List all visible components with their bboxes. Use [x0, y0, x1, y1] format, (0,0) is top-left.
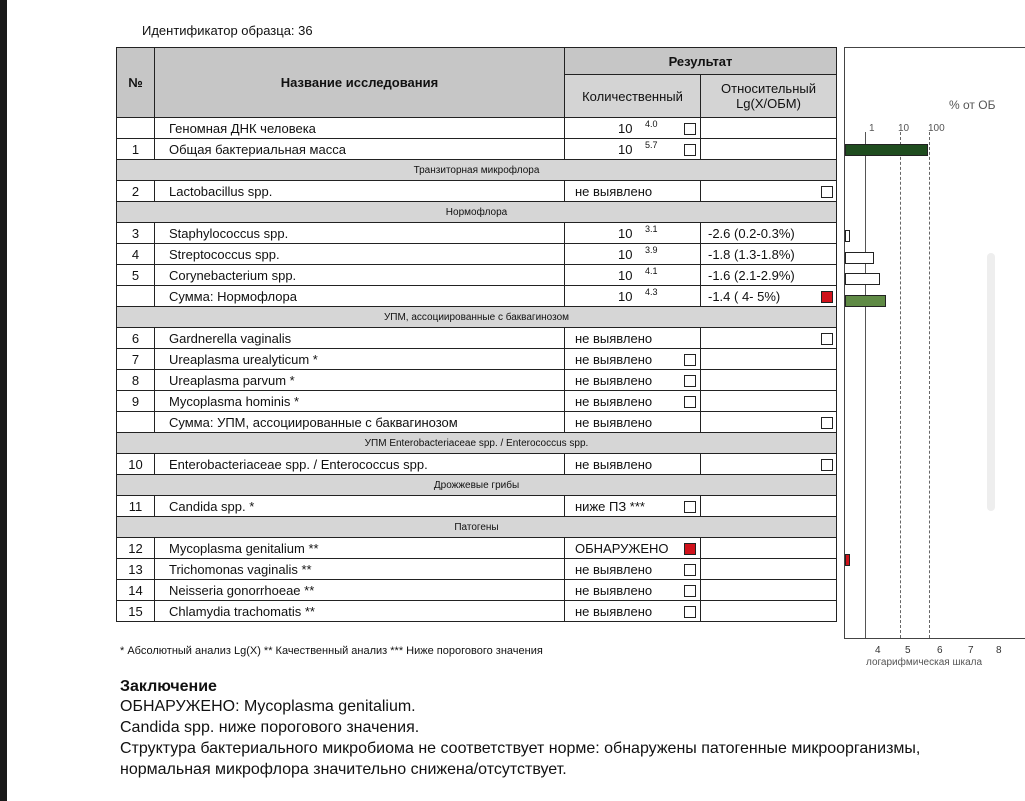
quant-cell — [565, 349, 701, 370]
quant-cell — [565, 496, 701, 517]
col-rel-header — [701, 75, 837, 118]
row-number: 3 — [117, 223, 155, 244]
checkbox-icon — [684, 144, 696, 156]
table-row — [117, 349, 837, 370]
row-number: 8 — [117, 370, 155, 391]
chart-panel — [844, 47, 1025, 639]
quant-cell — [565, 391, 701, 412]
table-row — [117, 286, 837, 307]
rel-cell — [701, 139, 837, 160]
test-name: Сумма: УПМ, ассоциированные с баквагинозом — [155, 412, 565, 433]
quant-exponent: 3.9 — [645, 245, 658, 255]
test-name: Mycoplasma genitalium ** — [155, 538, 565, 559]
chart-bar — [845, 295, 886, 307]
section-label: УПМ Enterobacteriaceae spp. / Enterococcus spp. — [117, 433, 837, 454]
scrollbar[interactable] — [987, 253, 995, 511]
gridline — [929, 132, 930, 638]
test-name: Сумма: Нормофлора — [155, 286, 565, 307]
chart-title: % от ОБ — [949, 98, 996, 112]
rel-value: -1.6 (2.1-2.9%) — [708, 268, 795, 283]
rel-cell — [701, 454, 837, 475]
col-result-header: Результат — [565, 48, 837, 75]
checkbox-icon — [684, 375, 696, 387]
table-row — [117, 580, 837, 601]
row-number — [117, 118, 155, 139]
quant-cell — [565, 412, 701, 433]
rel-cell — [701, 118, 837, 139]
quant-text: не выявлено — [575, 331, 653, 346]
axis-tick-top: 100 — [928, 123, 945, 134]
quant-text: ниже ПЗ *** — [575, 499, 645, 514]
quant-exponent: 3.1 — [645, 224, 658, 234]
quant-cell — [565, 244, 701, 265]
quant-text: не выявлено — [575, 352, 653, 367]
rel-cell — [701, 559, 837, 580]
quant-cell — [565, 580, 701, 601]
chart-bar — [845, 230, 850, 242]
test-name: Neisseria gonorrhoeae ** — [155, 580, 565, 601]
test-name: Gardnerella vaginalis — [155, 328, 565, 349]
rel-cell — [701, 244, 837, 265]
quant-cell — [565, 454, 701, 475]
table-row — [117, 265, 837, 286]
quant-value: 10 — [618, 226, 633, 241]
gridline — [900, 132, 901, 638]
axis-tick-bottom: 8 — [996, 645, 1002, 656]
test-name: Mycoplasma hominis * — [155, 391, 565, 412]
quant-cell — [565, 286, 701, 307]
section-row — [117, 475, 837, 496]
quant-value: 10 — [618, 247, 633, 262]
table-row — [117, 496, 837, 517]
row-number: 11 — [117, 496, 155, 517]
viewer-edge — [0, 0, 7, 801]
quant-cell — [565, 601, 701, 622]
row-number: 6 — [117, 328, 155, 349]
alert-flag-icon — [821, 291, 833, 303]
row-number: 1 — [117, 139, 155, 160]
footnote: * Абсолютный анализ Lg(X) ** Качественный анализ *** Ниже порогового значения — [120, 645, 543, 657]
table-row — [117, 601, 837, 622]
row-number: 14 — [117, 580, 155, 601]
rel-cell — [701, 580, 837, 601]
test-name: Enterobacteriaceae spp. / Enterococcus spp. — [155, 454, 565, 475]
chart-bar — [845, 252, 874, 264]
rel-cell — [701, 538, 837, 559]
rel-cell — [701, 265, 837, 286]
section-row — [117, 517, 837, 538]
chart-bar — [845, 554, 850, 566]
rel-value: -2.6 (0.2-0.3%) — [708, 226, 795, 241]
quant-cell — [565, 559, 701, 580]
rel-cell — [701, 391, 837, 412]
row-number: 10 — [117, 454, 155, 475]
rel-cell — [701, 496, 837, 517]
quant-exponent: 5.7 — [645, 140, 658, 150]
table-row — [117, 328, 837, 349]
table-row — [117, 559, 837, 580]
rel-cell — [701, 328, 837, 349]
table-row — [117, 139, 837, 160]
row-number: 2 — [117, 181, 155, 202]
quant-cell — [565, 223, 701, 244]
results-table — [116, 47, 837, 622]
rel-cell — [701, 370, 837, 391]
rel-cell — [701, 286, 837, 307]
section-label: Транзиторная микрофлора — [117, 160, 837, 181]
quant-value: 10 — [618, 142, 633, 157]
conclusion-title: Заключение — [120, 678, 217, 695]
axis-tick-bottom: 6 — [937, 645, 943, 656]
chart-bar — [845, 273, 880, 285]
axis-title: логарифмическая шкала — [866, 657, 983, 668]
row-number: 5 — [117, 265, 155, 286]
section-label: Нормофлора — [117, 202, 837, 223]
checkbox-icon — [684, 354, 696, 366]
quant-value: 10 — [618, 121, 633, 136]
rel-cell — [701, 412, 837, 433]
checkbox-icon — [821, 417, 833, 429]
quant-cell — [565, 139, 701, 160]
checkbox-icon — [821, 186, 833, 198]
row-number: 12 — [117, 538, 155, 559]
quant-cell — [565, 181, 701, 202]
test-name: Chlamydia trachomatis ** — [155, 601, 565, 622]
test-name: Общая бактериальная масса — [155, 139, 565, 160]
section-row — [117, 433, 837, 454]
test-name: Геномная ДНК человека — [155, 118, 565, 139]
rel-value: -1.8 (1.3-1.8%) — [708, 247, 795, 262]
test-name: Ureaplasma urealyticum * — [155, 349, 565, 370]
row-number: 13 — [117, 559, 155, 580]
conclusion-line: нормальная микрофлора значительно снижена/отсутствует. — [120, 761, 567, 778]
quant-exponent: 4.1 — [645, 266, 658, 276]
quant-exponent: 4.0 — [645, 119, 658, 129]
checkbox-icon — [684, 501, 696, 513]
row-number: 15 — [117, 601, 155, 622]
table-row — [117, 454, 837, 475]
alert-flag-icon — [684, 543, 696, 555]
quant-text: ОБНАРУЖЕНО — [575, 541, 669, 556]
section-row — [117, 160, 837, 181]
table-row — [117, 391, 837, 412]
quant-text: не выявлено — [575, 583, 653, 598]
quant-cell — [565, 370, 701, 391]
test-name: Corynebacterium spp. — [155, 265, 565, 286]
table-row — [117, 223, 837, 244]
test-name: Candida spp. * — [155, 496, 565, 517]
sample-id: Идентификатор образца: 36 — [142, 23, 313, 38]
quant-value: 10 — [618, 268, 633, 283]
row-number: 9 — [117, 391, 155, 412]
checkbox-icon — [684, 396, 696, 408]
row-number: 4 — [117, 244, 155, 265]
table-row — [117, 244, 837, 265]
row-number — [117, 412, 155, 433]
section-row — [117, 202, 837, 223]
rel-cell — [701, 223, 837, 244]
test-name: Ureaplasma parvum * — [155, 370, 565, 391]
quant-text: не выявлено — [575, 457, 653, 472]
quant-cell — [565, 538, 701, 559]
table-row — [117, 181, 837, 202]
checkbox-icon — [821, 333, 833, 345]
col-rel-header-line1: Относительный — [721, 81, 816, 96]
col-rel-header-line2: Lg(X/ОБМ) — [736, 96, 801, 111]
test-name: Trichomonas vaginalis ** — [155, 559, 565, 580]
table-row — [117, 538, 837, 559]
axis-tick-bottom: 4 — [875, 645, 881, 656]
rel-value: -1.4 ( 4- 5%) — [708, 289, 781, 304]
checkbox-icon — [684, 123, 696, 135]
section-label: Патогены — [117, 517, 837, 538]
table-row — [117, 412, 837, 433]
rel-cell — [701, 181, 837, 202]
quant-exponent: 4.3 — [645, 287, 658, 297]
test-name: Lactobacillus spp. — [155, 181, 565, 202]
quant-text: не выявлено — [575, 604, 653, 619]
quant-text: не выявлено — [575, 394, 653, 409]
checkbox-icon — [684, 585, 696, 597]
axis-tick-bottom: 7 — [968, 645, 974, 656]
quant-text: не выявлено — [575, 415, 653, 430]
col-name-header: Название исследования — [155, 48, 565, 118]
col-no-header: № — [117, 48, 155, 118]
table-row — [117, 370, 837, 391]
quant-value: 10 — [618, 289, 633, 304]
rel-cell — [701, 601, 837, 622]
quant-cell — [565, 265, 701, 286]
quant-text: не выявлено — [575, 184, 653, 199]
quant-cell — [565, 118, 701, 139]
table-row — [117, 118, 837, 139]
conclusion-line: Структура бактериального микробиома не соответствует норме: обнаружены патогенные микроорганизмы, — [120, 740, 921, 757]
rel-cell — [701, 349, 837, 370]
quant-text: не выявлено — [575, 562, 653, 577]
checkbox-icon — [684, 564, 696, 576]
quant-cell — [565, 328, 701, 349]
test-name: Streptococcus spp. — [155, 244, 565, 265]
conclusion-line: Candida spp. ниже порогового значения. — [120, 719, 420, 736]
axis-tick-top: 1 — [869, 123, 875, 134]
checkbox-icon — [821, 459, 833, 471]
quant-text: не выявлено — [575, 373, 653, 388]
row-number: 7 — [117, 349, 155, 370]
axis-tick-bottom: 5 — [905, 645, 911, 656]
checkbox-icon — [684, 606, 696, 618]
row-number — [117, 286, 155, 307]
conclusion-line: ОБНАРУЖЕНО: Mycoplasma genitalium. — [120, 698, 416, 715]
axis-tick-top: 10 — [898, 123, 910, 134]
test-name: Staphylococcus spp. — [155, 223, 565, 244]
chart-bar — [845, 144, 928, 156]
col-quant-header: Количественный — [565, 75, 701, 118]
section-label: Дрожжевые грибы — [117, 475, 837, 496]
section-row — [117, 307, 837, 328]
gridline — [865, 132, 866, 638]
section-label: УПМ, ассоциированные с баквагинозом — [117, 307, 837, 328]
